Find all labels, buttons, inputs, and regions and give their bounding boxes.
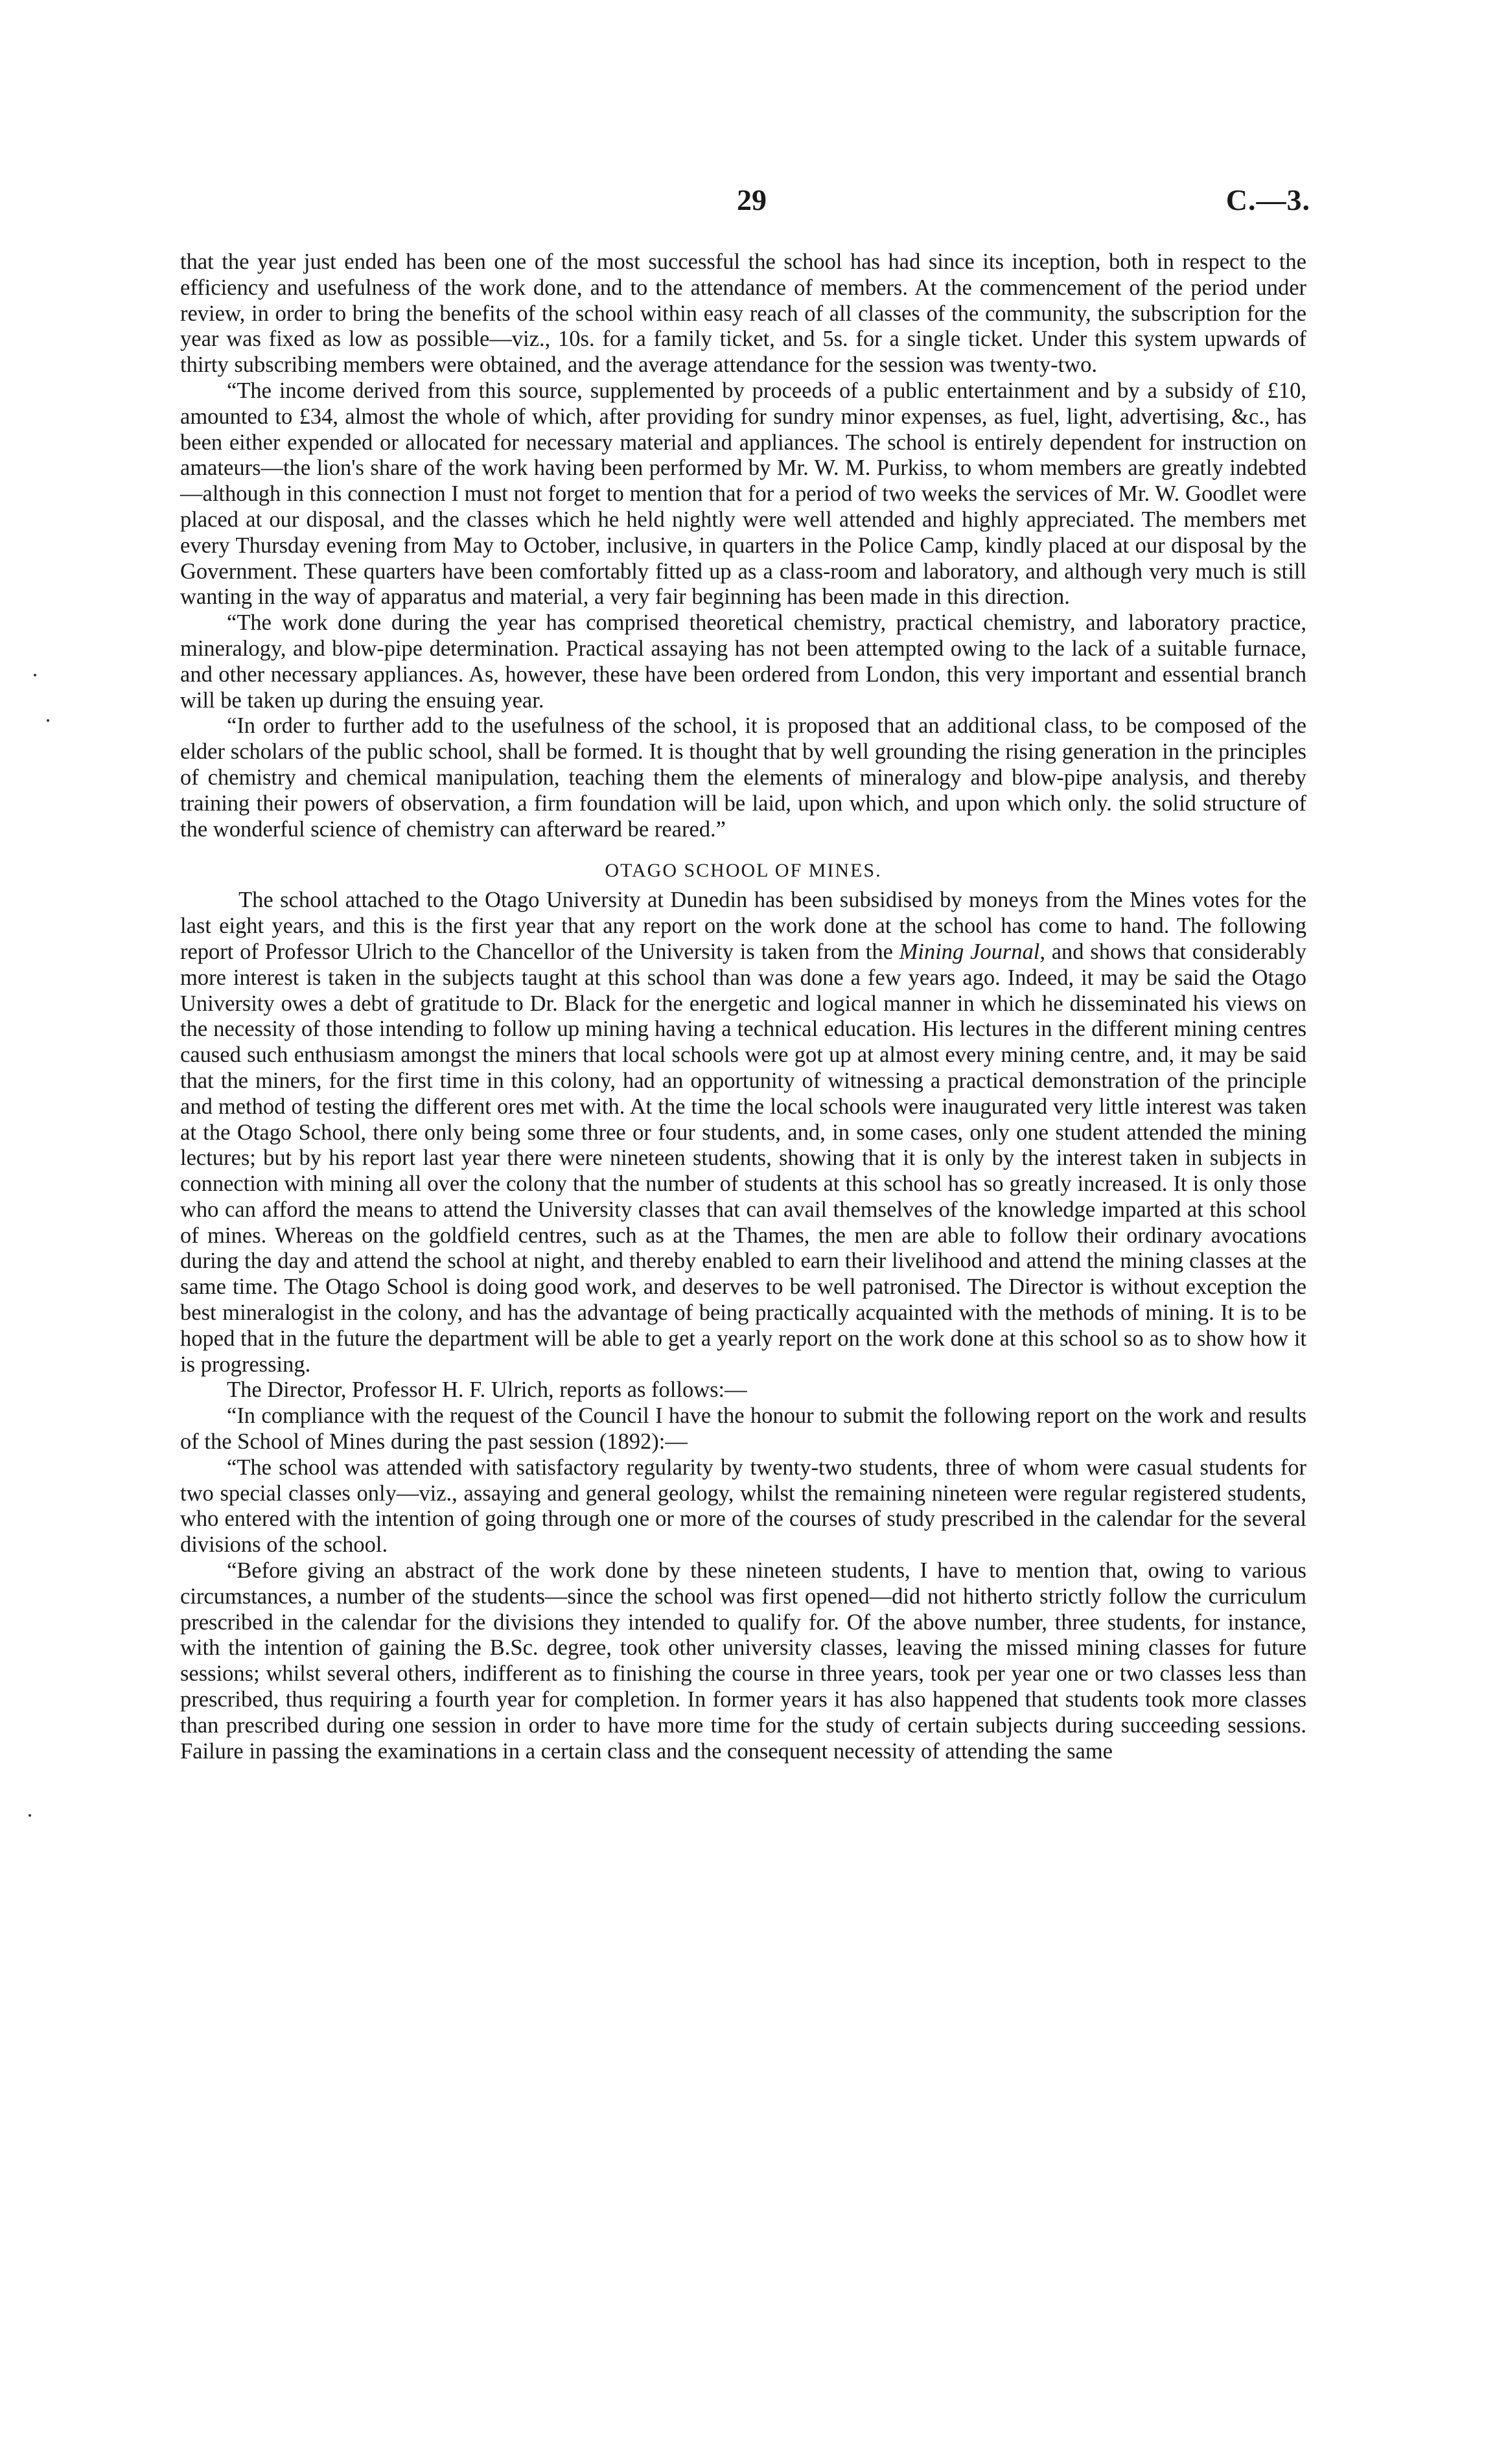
document-reference: C.—3. <box>1225 183 1310 216</box>
margin-speck <box>34 674 36 676</box>
paragraph: “Before giving an abstract of the work done by these nineteen students, I have to mention that, owing to various circumstances, a number of the students—since the school was first opened—did not hitherto strictly follow the curriculum prescribed in the calendar for the divisions they intended to qualify for. Of the above number, three students, for instance, with the intention of gaining the B.Sc. degree, took other university classes, leaving the missed mining classes for future sessions; whilst several others, indifferent as to finishing the course in three years, took per year one or two classes less than prescribed, thus requiring a fourth year for completion. In former years it has also happened that students took more classes than prescribed during one session in order to have more time for the study of certain subjects during succeeding sessions. Failure in passing the examinations in a certain class and the consequent necessity of attending the same <box>180 1558 1306 1764</box>
paragraph: “The school was attended with satisfactory regularity by twenty-two students, three of whom were casual students for two special classes only—viz., assaying and general geology, whilst the remaining nineteen were regular registered students, who entered with the intention of going through one or more of the courses of study prescribed in the calendar for the several divisions of the school. <box>180 1455 1306 1558</box>
document-body <box>180 249 1306 1764</box>
paragraph: The Director, Professor H. F. Ulrich, reports as follows:— <box>227 1377 747 1403</box>
margin-speck <box>47 719 49 722</box>
paragraph <box>180 888 1306 1377</box>
journal-title: Mining Journal, <box>899 939 1045 964</box>
paragraph: “In order to further add to the usefulness of the school, it is proposed that an additional class, to be composed of the elder scholars of the public school, shall be formed. It is thought that by well grounding the rising generation in the principles of chemistry and chemical manipulation, teaching them the elements of mineralogy and blow-pipe analysis, and thereby training their powers of observation, a firm foundation will be laid, upon which, and upon which only. the solid structure of the wonderful science of chemistry can afterward be reared.” <box>180 713 1306 842</box>
paragraph-text: The school attached to the Otago University at Dunedin has been subsidised by moneys from the Mines votes for the last eight years, and this is the first year that any report on the work done at the school has come to hand. The following report of Professor Ulrich to the Chancellor of the University is taken from the <box>180 888 1306 964</box>
paragraph: “In compliance with the request of the Council I have the honour to submit the following report on the work and results of the School of Mines during the past session (1892):— <box>180 1403 1306 1455</box>
paragraph: “The income derived from this source, supplemented by proceeds of a public entertainment and by a subsidy of £10, amounted to £34, almost the whole of which, after providing for sundry minor expenses, as fuel, light, advertising, &c., has been either expended or allocated for necessary material and appliances. The school is entirely dependent for instruction on amateurs—the lion's share of the work having been performed by Mr. W. M. Purkiss, to whom members are greatly indebted—although in this connection I must not forget to mention that for a period of two weeks the services of Mr. W. Goodlet were placed at our disposal, and the classes which he held nightly were well attended and highly appreciated. The members met every Thursday evening from May to October, inclusive, in quarters in the Police Camp, kindly placed at our disposal by the Government. These quarters have been comfortably fitted up as a class-room and laboratory, and although very much is still wanting in the way of apparatus and material, a very fair beginning has been made in this direction. <box>180 378 1306 610</box>
paragraph-text: and shows that considerably more interest is taken in the subjects taught at this school than was done a few years ago. Indeed, it may be said the Otago University owes a debt of gratitude to Dr. Black for the energetic and logical manner in which he disseminated his views on the necessity of those intending to follow up mining having a technical education. His lectures in the different mining centres caused such enthusiasm amongst the miners that local schools were got up at almost every mining centre, and, it may be said that the miners, for the first time in this colony, had an opportunity of witnessing a practical demonstration of the principle and method of testing the different ores met with. At the time the local schools were inaugurated very little interest was taken at the Otago School, there only being some three or four students, and, in some cases, only one student attended the mining lectures; but by his report last year there were nineteen students, showing that it is only by the interest taken in subjects in connection with mining all over the colony that the number of students at this school has so greatly increased. It is only those who can afford the means to attend the University classes that can avail themselves of the knowledge imparted at this school of mines. Whereas on the goldfield centres, such as at the Thames, the men are able to follow their ordinary avocations during the day and attend the school at night, and thereby enabled to earn their livelihood and attend the mining classes at the same time. The Otago School is doing good work, and deserves to be well patronised. The Director is without exception the best mineralogist in the colony, and has the advantage of being practically acquainted with the methods of mining. It is to be hoped that in the future the department will be able to get a yearly report on the work done at this school so as to show how it is progressing. <box>180 939 1307 1377</box>
section-heading: OTAGO SCHOOL OF MINES. <box>605 860 882 882</box>
page-number: 29 <box>737 183 767 216</box>
margin-speck <box>29 1814 31 1817</box>
paragraph: that the year just ended has been one of the most successful the school has had since its inception, both in respect to the efficiency and usefulness of the work done, and to the attendance of members. At the commencement of the period under review, in order to bring the benefits of the school within easy reach of all classes of the community, the subscription for the year was fixed as low as possible—viz., 10s. for a family ticket, and 5s. for a single ticket. Under this system upwards of thirty subscribing members were obtained, and the average attendance for the session was twenty-two. <box>180 249 1306 378</box>
paragraph: “The work done during the year has comprised theoretical chemistry, practical chemistry, and laboratory practice, mineralogy, and blow-pipe determination. Practical assaying has not been attempted owing to the lack of a suitable furnace, and other necessary appliances. As, however, these have been ordered from London, this very important and essential branch will be taken up during the ensuing year. <box>180 610 1306 713</box>
